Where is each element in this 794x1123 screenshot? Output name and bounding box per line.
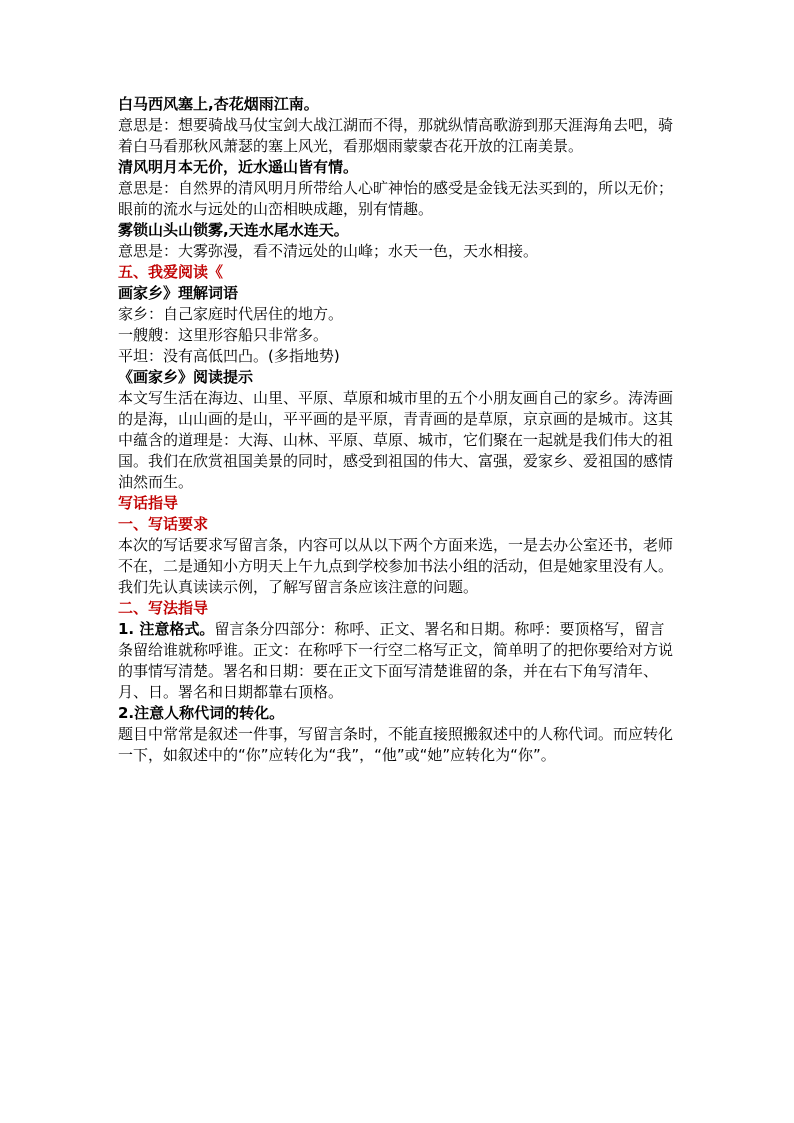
poem-verse-2: 清风明月本无价，近水遥山皆有情。 [118,158,359,176]
vocab-item-3: 平坦：没有高低凹凸。(多指地势) [118,347,340,365]
writing-requirement-text: 本次的写话要求写留言条，内容可以从以下两个方面来选，一是去办公室还书，老师不在，二是通知小方明天上午九点到学校参加书法小组的活动，但是她家里没有人。我们先认真读读示例，了解写留言条应该注意的问题。 [118,536,674,596]
point-1-text: 留言条分四部分：称呼、正文、署名和日期。称呼：要顶格写，留言条留给谁就称呼谁。正文：在称呼下一行空二格写正文，简单明了的把你要给对方说的事情写清楚。署名和日期：要在正文下面写清楚谁留的条，并在右下角写清年、月、日。署名和日期都靠右顶格。 [118,620,674,701]
writing-point-1 [118,619,678,703]
reading-tips-text: 本文写生活在海边、山里、平原、草原和城市里的五个小朋友画自己的家乡。涛涛画的是海，山山画的是山，平平画的是平原，青青画的是草原，京京画的是城市。这其中蕴含的道理是：大海、山林、平原、草原、城市，它们聚在一起就是我们伟大的祖国。我们在欣赏祖国美景的同时，感受到祖国的伟大、富强，爱家乡、爱祖国的感情油然而生。 [118,389,674,491]
point-2-text: 题目中常常是叙述一件事，写留言条时，不能直接照搬叙述中的人称代词。而应转化一下，如叙述中的“你”应转化为“我”，“他”或“她”应转化为“你”。 [118,725,674,764]
writing-method-heading: 二、写法指导 [118,599,209,617]
poem-meaning-1: 意思是：想要骑战马仗宝剑大战江湖而不得，那就纵情高歌游到那天涯海角去吧，骑着白马看那秋风萧瑟的塞上风光，看那烟雨蒙蒙杏花开放的江南美景。 [118,116,674,155]
writing-requirement-heading: 一、写话要求 [118,515,209,533]
poem-meaning-3: 意思是：大雾弥漫，看不清远处的山峰；水天一色，天水相接。 [118,242,539,260]
poem-meaning-2: 意思是：自然界的清风明月所带给人心旷神怡的感受是金钱无法买到的，所以无价；眼前的流水与远处的山峦相映成趣，别有情趣。 [118,179,674,218]
reading-tips-heading: 《画家乡》阅读提示 [118,368,254,386]
point-2-title: 2.注意人称代词的转化。 [118,704,285,722]
vocab-item-2: 一艘艘：这里形容船只非常多。 [118,326,329,344]
document-page [118,94,678,766]
point-1-title: 1. 注意格式。 [118,620,215,638]
poem-verse-1: 白马西风塞上,杏花烟雨江南。 [118,95,319,113]
reading-heading: 五、我爱阅读《 [118,263,224,281]
writing-heading: 写话指导 [118,494,179,512]
vocab-heading: 画家乡》理解词语 [118,284,239,302]
poem-verse-3: 雾锁山头山锁雾,天连水尾水连天。 [118,221,349,239]
vocab-item-1: 家乡：自己家庭时代居住的地方。 [118,305,344,323]
